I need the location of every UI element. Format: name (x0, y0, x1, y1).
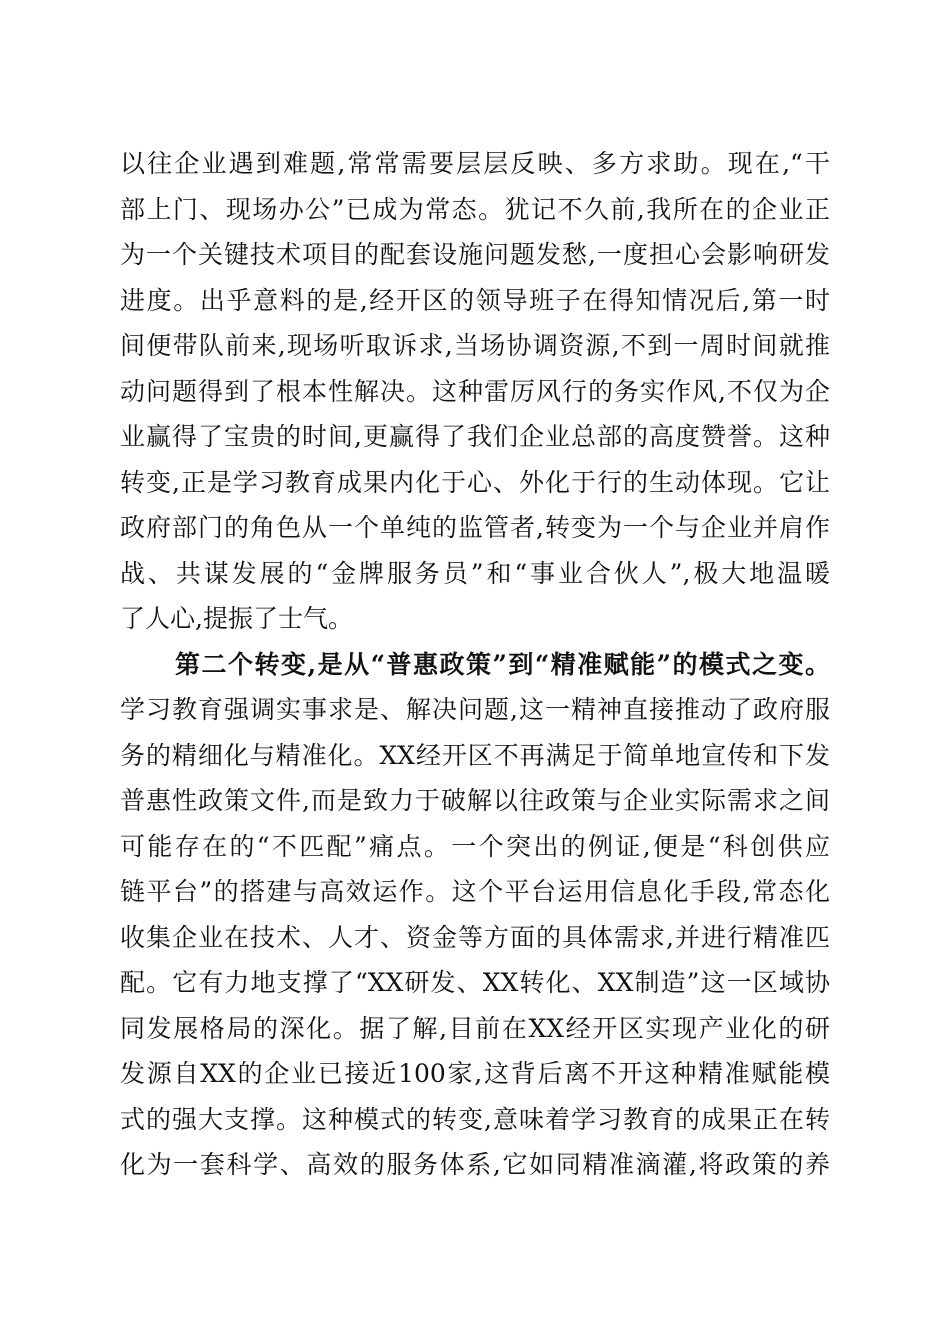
paragraph-2-line-5: 链平台”的搭建与高效运作。这个平台运用信息化手段,常态化 (120, 877, 830, 906)
paragraph-2-line-6: 收集企业在技术、人才、资金等方面的具体需求,并进行精准匹 (120, 922, 830, 952)
paragraph-1-line-8: 转变,正是学习教育成果内化于心、外化于行的生动体现。它让 (120, 467, 830, 497)
paragraph-1-line-6: 动问题得到了根本性解决。这种雷厉风行的务实作风,不仅为企 (120, 376, 830, 406)
paragraph-1-line-9: 政府部门的角色从一个单纯的监管者,转变为一个与企业并肩作 (120, 513, 830, 542)
paragraph-1-line-11: 了人心,提振了士气。 (120, 604, 353, 633)
paragraph-2-line-2: 务的精细化与精准化。XX经开区不再满足于简单地宣传和下发 (120, 740, 830, 770)
paragraph-1-line-3: 为一个关键技术项目的配套设施问题发愁,一度担心会影响研发 (120, 240, 830, 269)
paragraph-2-line-3: 普惠性政策文件,而是致力于破解以往政策与企业实际需求之间 (120, 786, 830, 815)
paragraph-2-line-11: 化为一套科学、高效的服务体系,它如同精准滴灌,将政策的养 (120, 1150, 830, 1179)
paragraph-1-line-2: 部上门、现场办公”已成为常态。犹记不久前,我所在的企业正 (120, 194, 830, 224)
paragraph-2-line-7: 配。它有力地支撑了“XX研发、XX转化、XX制造”这一区域协 (120, 968, 830, 997)
paragraph-2-line-4: 可能存在的“不匹配”痛点。一个突出的例证,便是“科创供应 (120, 831, 830, 861)
paragraph-2-line-9: 发源自XX的企业已接近100家,这背后离不开这种精准赋能模 (120, 1059, 830, 1088)
document-body (120, 141, 830, 1188)
paragraph-1-line-10: 战、共谋发展的“金牌服务员”和“事业合伙人”,极大地温暖 (120, 558, 830, 588)
paragraph-1-line-4: 进度。出乎意料的是,经开区的领导班子在得知情况后,第一时 (120, 285, 830, 315)
paragraph-2-line-8: 同发展格局的深化。据了解,目前在XX经开区实现产业化的研 (120, 1013, 830, 1043)
paragraph-2-line-10: 式的强大支撑。这种模式的转变,意味着学习教育的成果正在转 (120, 1104, 830, 1134)
paragraph-2-heading: 第二个转变,是从“普惠政策”到“精准赋能”的模式之变。 (175, 649, 830, 679)
paragraph-1-line-1: 以往企业遇到难题,常常需要层层反映、多方求助。现在,“干 (120, 149, 830, 178)
paragraph-2-line-1: 学习教育强调实事求是、解决问题,这一精神直接推动了政府服 (120, 695, 830, 724)
paragraph-1-line-5: 间便带队前来,现场听取诉求,当场协调资源,不到一周时间就推 (120, 331, 830, 360)
paragraph-1-line-7: 业赢得了宝贵的时间,更赢得了我们企业总部的高度赞誉。这种 (120, 422, 830, 451)
